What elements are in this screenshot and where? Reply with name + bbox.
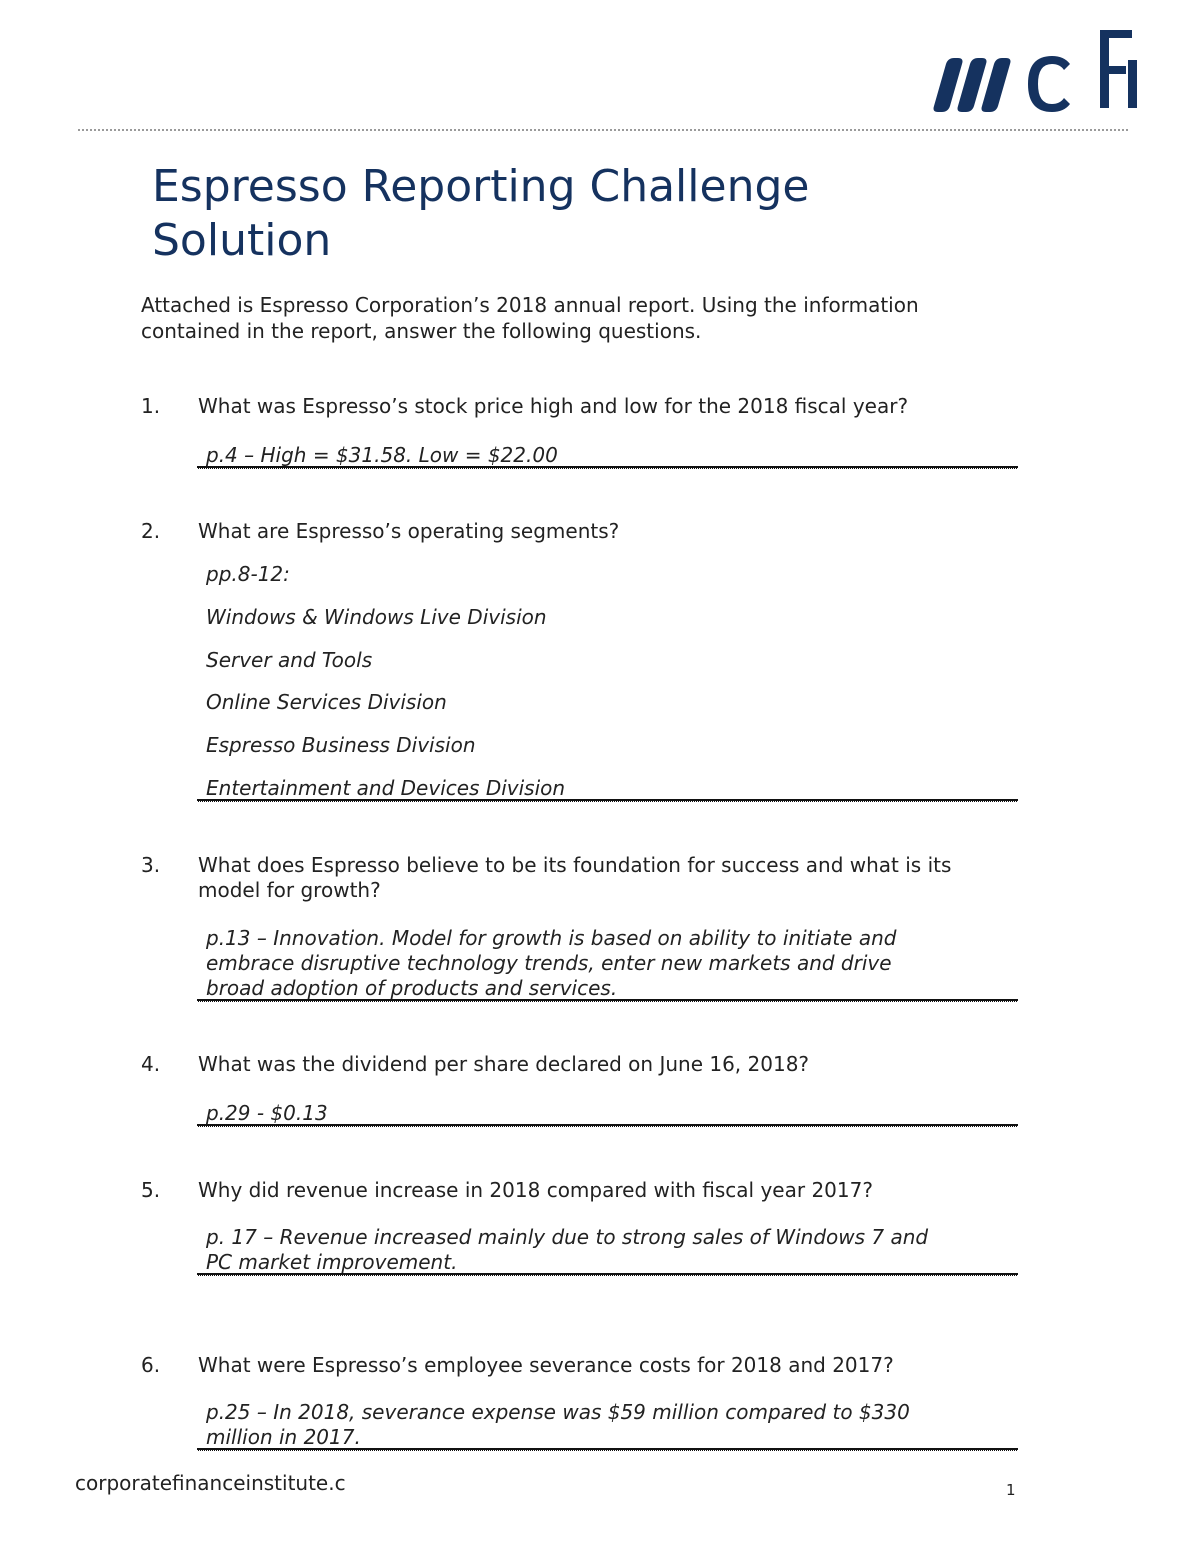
- question-number: 2.: [141, 519, 161, 543]
- segment-item: Windows & Windows Live Division: [206, 605, 547, 629]
- question-number: 6.: [141, 1353, 161, 1377]
- answer-line: embrace disruptive technology trends, enter new markets and drive: [206, 951, 892, 975]
- answer-line: broad adoption of products and services.: [206, 976, 618, 1000]
- question-number: 1.: [141, 394, 161, 418]
- answer-underline: [197, 1124, 1018, 1127]
- footer-website: corporatefinanceinstitute.c: [75, 1471, 346, 1495]
- intro-line-2: contained in the report, answer the following questions.: [141, 319, 702, 343]
- segment-item: Entertainment and Devices Division: [206, 776, 566, 800]
- answer-underline: [197, 466, 1018, 469]
- header-divider: [78, 129, 1128, 131]
- intro-paragraph: [141, 292, 1041, 344]
- cfi-logo-icon: [924, 26, 1146, 114]
- answer-1: p.4 – High = $31.58. Low = $22.00: [206, 443, 558, 467]
- answer-line: p. 17 – Revenue increased mainly due to strong sales of Windows 7 and: [206, 1225, 929, 1249]
- answer-underline: [197, 799, 1018, 802]
- title-line-2: Solution: [152, 215, 332, 266]
- answer-underline: [197, 1273, 1018, 1276]
- title-line-1: Espresso Reporting Challenge: [152, 161, 810, 212]
- question-text: Why did revenue increase in 2018 compared with fiscal year 2017?: [198, 1178, 873, 1202]
- answer-line: p.13 – Innovation. Model for growth is based on ability to initiate and: [206, 926, 897, 950]
- answer-2-ref: pp.8-12:: [206, 562, 290, 586]
- question-text: What were Espresso’s employee severance costs for 2018 and 2017?: [198, 1353, 894, 1377]
- question-number: 4.: [141, 1052, 161, 1076]
- answer-line: p.25 – In 2018, severance expense was $59 million compared to $330: [206, 1400, 910, 1424]
- answer-5: [197, 1225, 1017, 1275]
- segment-item: Espresso Business Division: [206, 733, 476, 757]
- page-number: 1: [1006, 1481, 1016, 1499]
- question-number: 5.: [141, 1178, 161, 1202]
- question-number: 3.: [141, 853, 161, 877]
- question-text: What was Espresso’s stock price high and low for the 2018 fiscal year?: [198, 394, 909, 418]
- question-text: What was the dividend per share declared on June 16, 2018?: [198, 1052, 810, 1076]
- answer-6: [197, 1400, 1017, 1450]
- answer-3: [197, 926, 1017, 1001]
- question-text: What are Espresso’s operating segments?: [198, 519, 620, 543]
- segment-item: Server and Tools: [206, 648, 373, 672]
- answer-underline: [197, 999, 1018, 1002]
- question-text: [198, 853, 1028, 903]
- answer-line: PC market improvement.: [206, 1250, 458, 1274]
- intro-line-1: Attached is Espresso Corporation’s 2018 annual report. Using the information: [141, 293, 919, 317]
- answer-underline: [197, 1448, 1018, 1451]
- answer-line: million in 2017.: [206, 1425, 361, 1449]
- segment-item: Online Services Division: [206, 690, 447, 714]
- answer-4: p.29 - $0.13: [206, 1101, 328, 1125]
- page-title: [152, 160, 1052, 268]
- question-text-line: What does Espresso believe to be its foundation for success and what is its: [198, 853, 952, 877]
- question-text-line: model for growth?: [198, 878, 381, 902]
